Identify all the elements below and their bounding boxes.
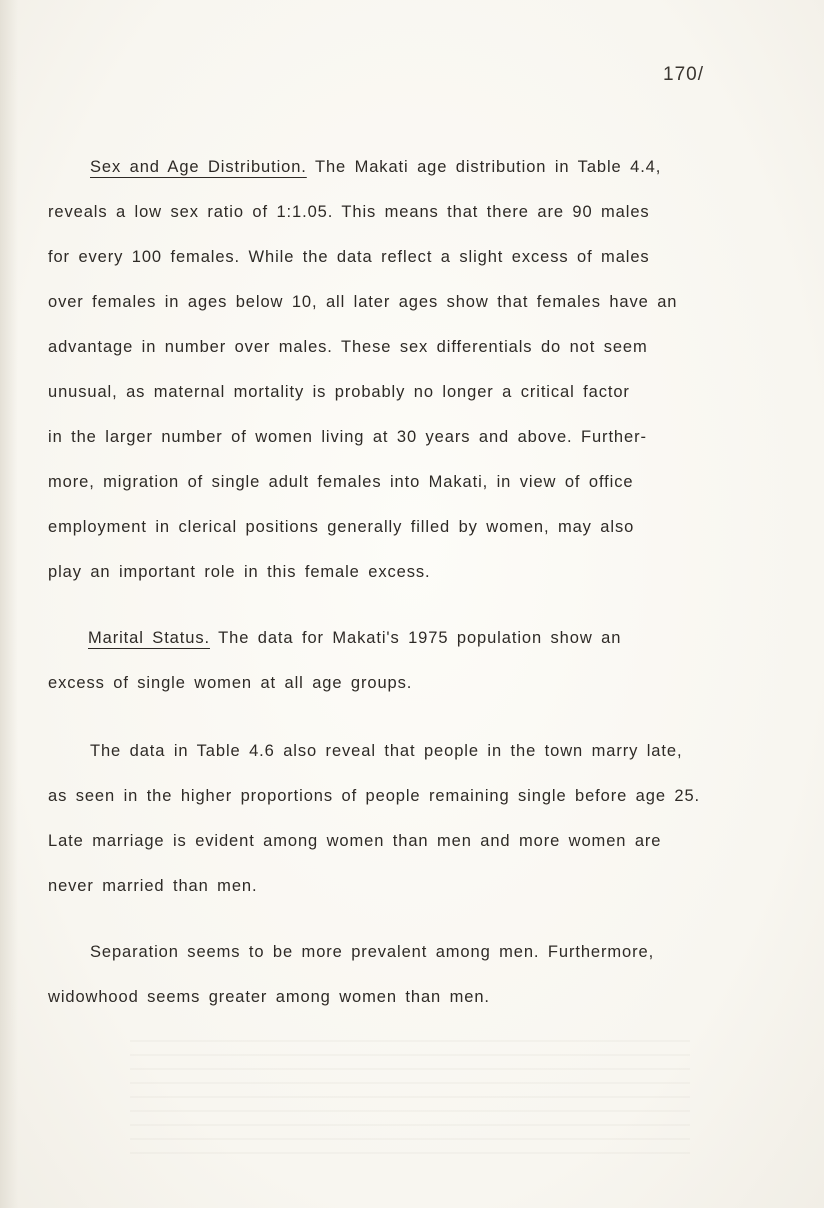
paragraph-marital-status	[48, 616, 808, 706]
paragraph-line: play an important role in this female excess.	[48, 563, 431, 581]
section-heading-sex-age: Sex and Age Distribution.	[90, 158, 307, 176]
paragraph-line: as seen in the higher proportions of people remaining single before age 25.	[48, 787, 701, 805]
paragraph-line: employment in clerical positions generally filled by women, may also	[48, 518, 635, 536]
paragraph-line: more, migration of single adult females into Makati, in view of office	[48, 473, 634, 491]
paragraph-line: excess of single women at all age groups.	[48, 674, 413, 692]
page-number: 170/	[663, 64, 704, 85]
paragraph-line: Late marriage is evident among women than men and more women are	[48, 832, 662, 850]
paragraph-sex-age-distribution	[48, 145, 808, 595]
show-through-bleed	[130, 1040, 690, 1160]
paragraph-line: Marital Status. The data for Makati's 1975 population show an	[88, 629, 622, 647]
paragraph-line: widowhood seems greater among women than men.	[48, 988, 490, 1006]
paragraph-line: advantage in number over males. These sex differentials do not seem	[48, 338, 648, 356]
paragraph-line: for every 100 females. While the data reflect a slight excess of males	[48, 248, 650, 266]
paragraph-separation-widowhood	[48, 930, 808, 1020]
paragraph-line: reveals a low sex ratio of 1:1.05. This means that there are 90 males	[48, 203, 650, 221]
paragraph-line: Separation seems to be more prevalent among men. Furthermore,	[90, 943, 655, 961]
section-heading-marital-status: Marital Status.	[88, 629, 210, 647]
paragraph-line: The data in Table 4.6 also reveal that people in the town marry late,	[90, 742, 683, 760]
paragraph-line: unusual, as maternal mortality is probably no longer a critical factor	[48, 383, 630, 401]
paragraph-line: over females in ages below 10, all later ages show that females have an	[48, 293, 678, 311]
page-edge-shadow	[0, 0, 18, 1208]
paragraph-line: Sex and Age Distribution. The Makati age distribution in Table 4.4,	[90, 158, 662, 176]
paragraph-line: in the larger number of women living at 30 years and above. Further-	[48, 428, 647, 446]
paragraph-line: never married than men.	[48, 877, 258, 895]
paragraph-late-marriage	[48, 729, 808, 909]
